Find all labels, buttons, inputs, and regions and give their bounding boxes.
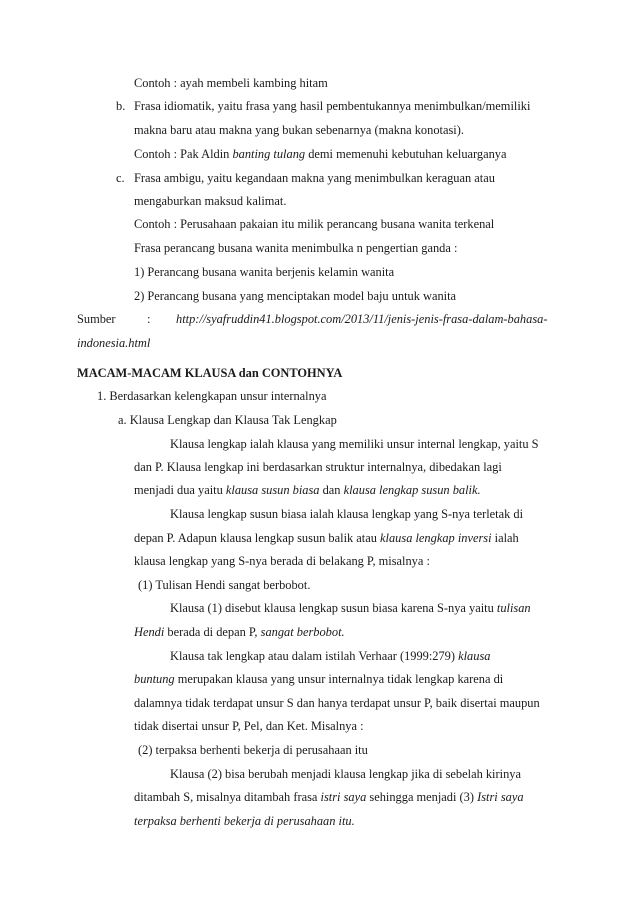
list-marker: c. bbox=[116, 171, 125, 185]
paragraph-line: depan P. Adapun klausa lengkap susun balik atau klausa lengkap inversi ialah bbox=[134, 531, 519, 545]
list-item: 2) Perancang busana yang menciptakan model baju untuk wanita bbox=[134, 289, 457, 303]
source-label: Sumber bbox=[77, 312, 116, 326]
paragraph-line: klausa lengkap yang S-nya berada di belakang P, misalnya : bbox=[134, 554, 430, 568]
paragraph-line: ditambah S, misalnya ditambah frasa istri saya sehingga menjadi (3) Istri saya bbox=[134, 790, 524, 804]
list-item: 1) Perancang busana wanita berjenis kelamin wanita bbox=[134, 265, 395, 279]
paragraph-line: dalamnya tidak terdapat unsur S dan hanya terdapat unsur P, baik disertai maupun bbox=[134, 696, 540, 710]
sub-point: a. Klausa Lengkap dan Klausa Tak Lengkap bbox=[118, 413, 337, 427]
paragraph-line: Frasa perancang busana wanita menimbulka n pengertian ganda : bbox=[134, 241, 458, 255]
example-sentence: (1) Tulisan Hendi sangat berbobot. bbox=[138, 578, 311, 592]
numbered-point: 1. Berdasarkan kelengkapan unsur internalnya bbox=[97, 389, 327, 403]
example-text: Contoh : Pak Aldin banting tulang demi memenuhi kebutuhan keluarganya bbox=[134, 147, 507, 161]
paragraph-line: menjadi dua yaitu klausa susun biasa dan klausa lengkap susun balik. bbox=[134, 483, 481, 497]
paragraph-line: tidak disertai unsur P, Pel, dan Ket. Misalnya : bbox=[134, 719, 364, 733]
paragraph-line: makna baru atau makna yang bukan sebenarnya (makna konotasi). bbox=[134, 123, 464, 137]
paragraph-line: Klausa tak lengkap atau dalam istilah Verhaar (1999:279) klausa bbox=[170, 649, 491, 663]
paragraph-line: Hendi berada di depan P, sangat berbobot. bbox=[134, 625, 345, 639]
source-url: http://syafruddin41.blogspot.com/2013/11/jenis-jenis-frasa-dalam-bahasa- bbox=[176, 312, 548, 326]
paragraph-line: dan P. Klausa lengkap ini berdasarkan struktur internalnya, dibedakan lagi bbox=[134, 460, 502, 474]
source-url: indonesia.html bbox=[77, 336, 151, 350]
example-text: Contoh : ayah membeli kambing hitam bbox=[134, 76, 328, 90]
paragraph-line: Frasa ambigu, yaitu kegandaan makna yang menimbulkan keraguan atau bbox=[134, 171, 495, 185]
paragraph-line: Klausa (2) bisa berubah menjadi klausa lengkap jika di sebelah kirinya bbox=[170, 767, 521, 781]
paragraph-line: Klausa (1) disebut klausa lengkap susun biasa karena S-nya yaitu tulisan bbox=[170, 601, 531, 615]
example-sentence: (2) terpaksa berhenti bekerja di perusahaan itu bbox=[138, 743, 368, 757]
paragraph-line: Klausa lengkap ialah klausa yang memiliki unsur internal lengkap, yaitu S bbox=[170, 437, 539, 451]
paragraph-line: Frasa idiomatik, yaitu frasa yang hasil pembentukannya menimbulkan/memiliki bbox=[134, 99, 531, 113]
section-heading: MACAM-MACAM KLAUSA dan CONTOHNYA bbox=[77, 366, 343, 380]
paragraph-line: buntung merupakan klausa yang unsur internalnya tidak lengkap karena di bbox=[134, 672, 504, 686]
paragraph-line: mengaburkan maksud kalimat. bbox=[134, 194, 287, 208]
example-text: Contoh : Perusahaan pakaian itu milik perancang busana wanita terkenal bbox=[134, 217, 495, 231]
source-colon: : bbox=[147, 312, 151, 326]
paragraph-line: Klausa lengkap susun biasa ialah klausa lengkap yang S-nya terletak di bbox=[170, 507, 524, 521]
paragraph-line: terpaksa berhenti bekerja di perusahaan itu. bbox=[134, 814, 355, 828]
list-marker: b. bbox=[116, 99, 126, 113]
